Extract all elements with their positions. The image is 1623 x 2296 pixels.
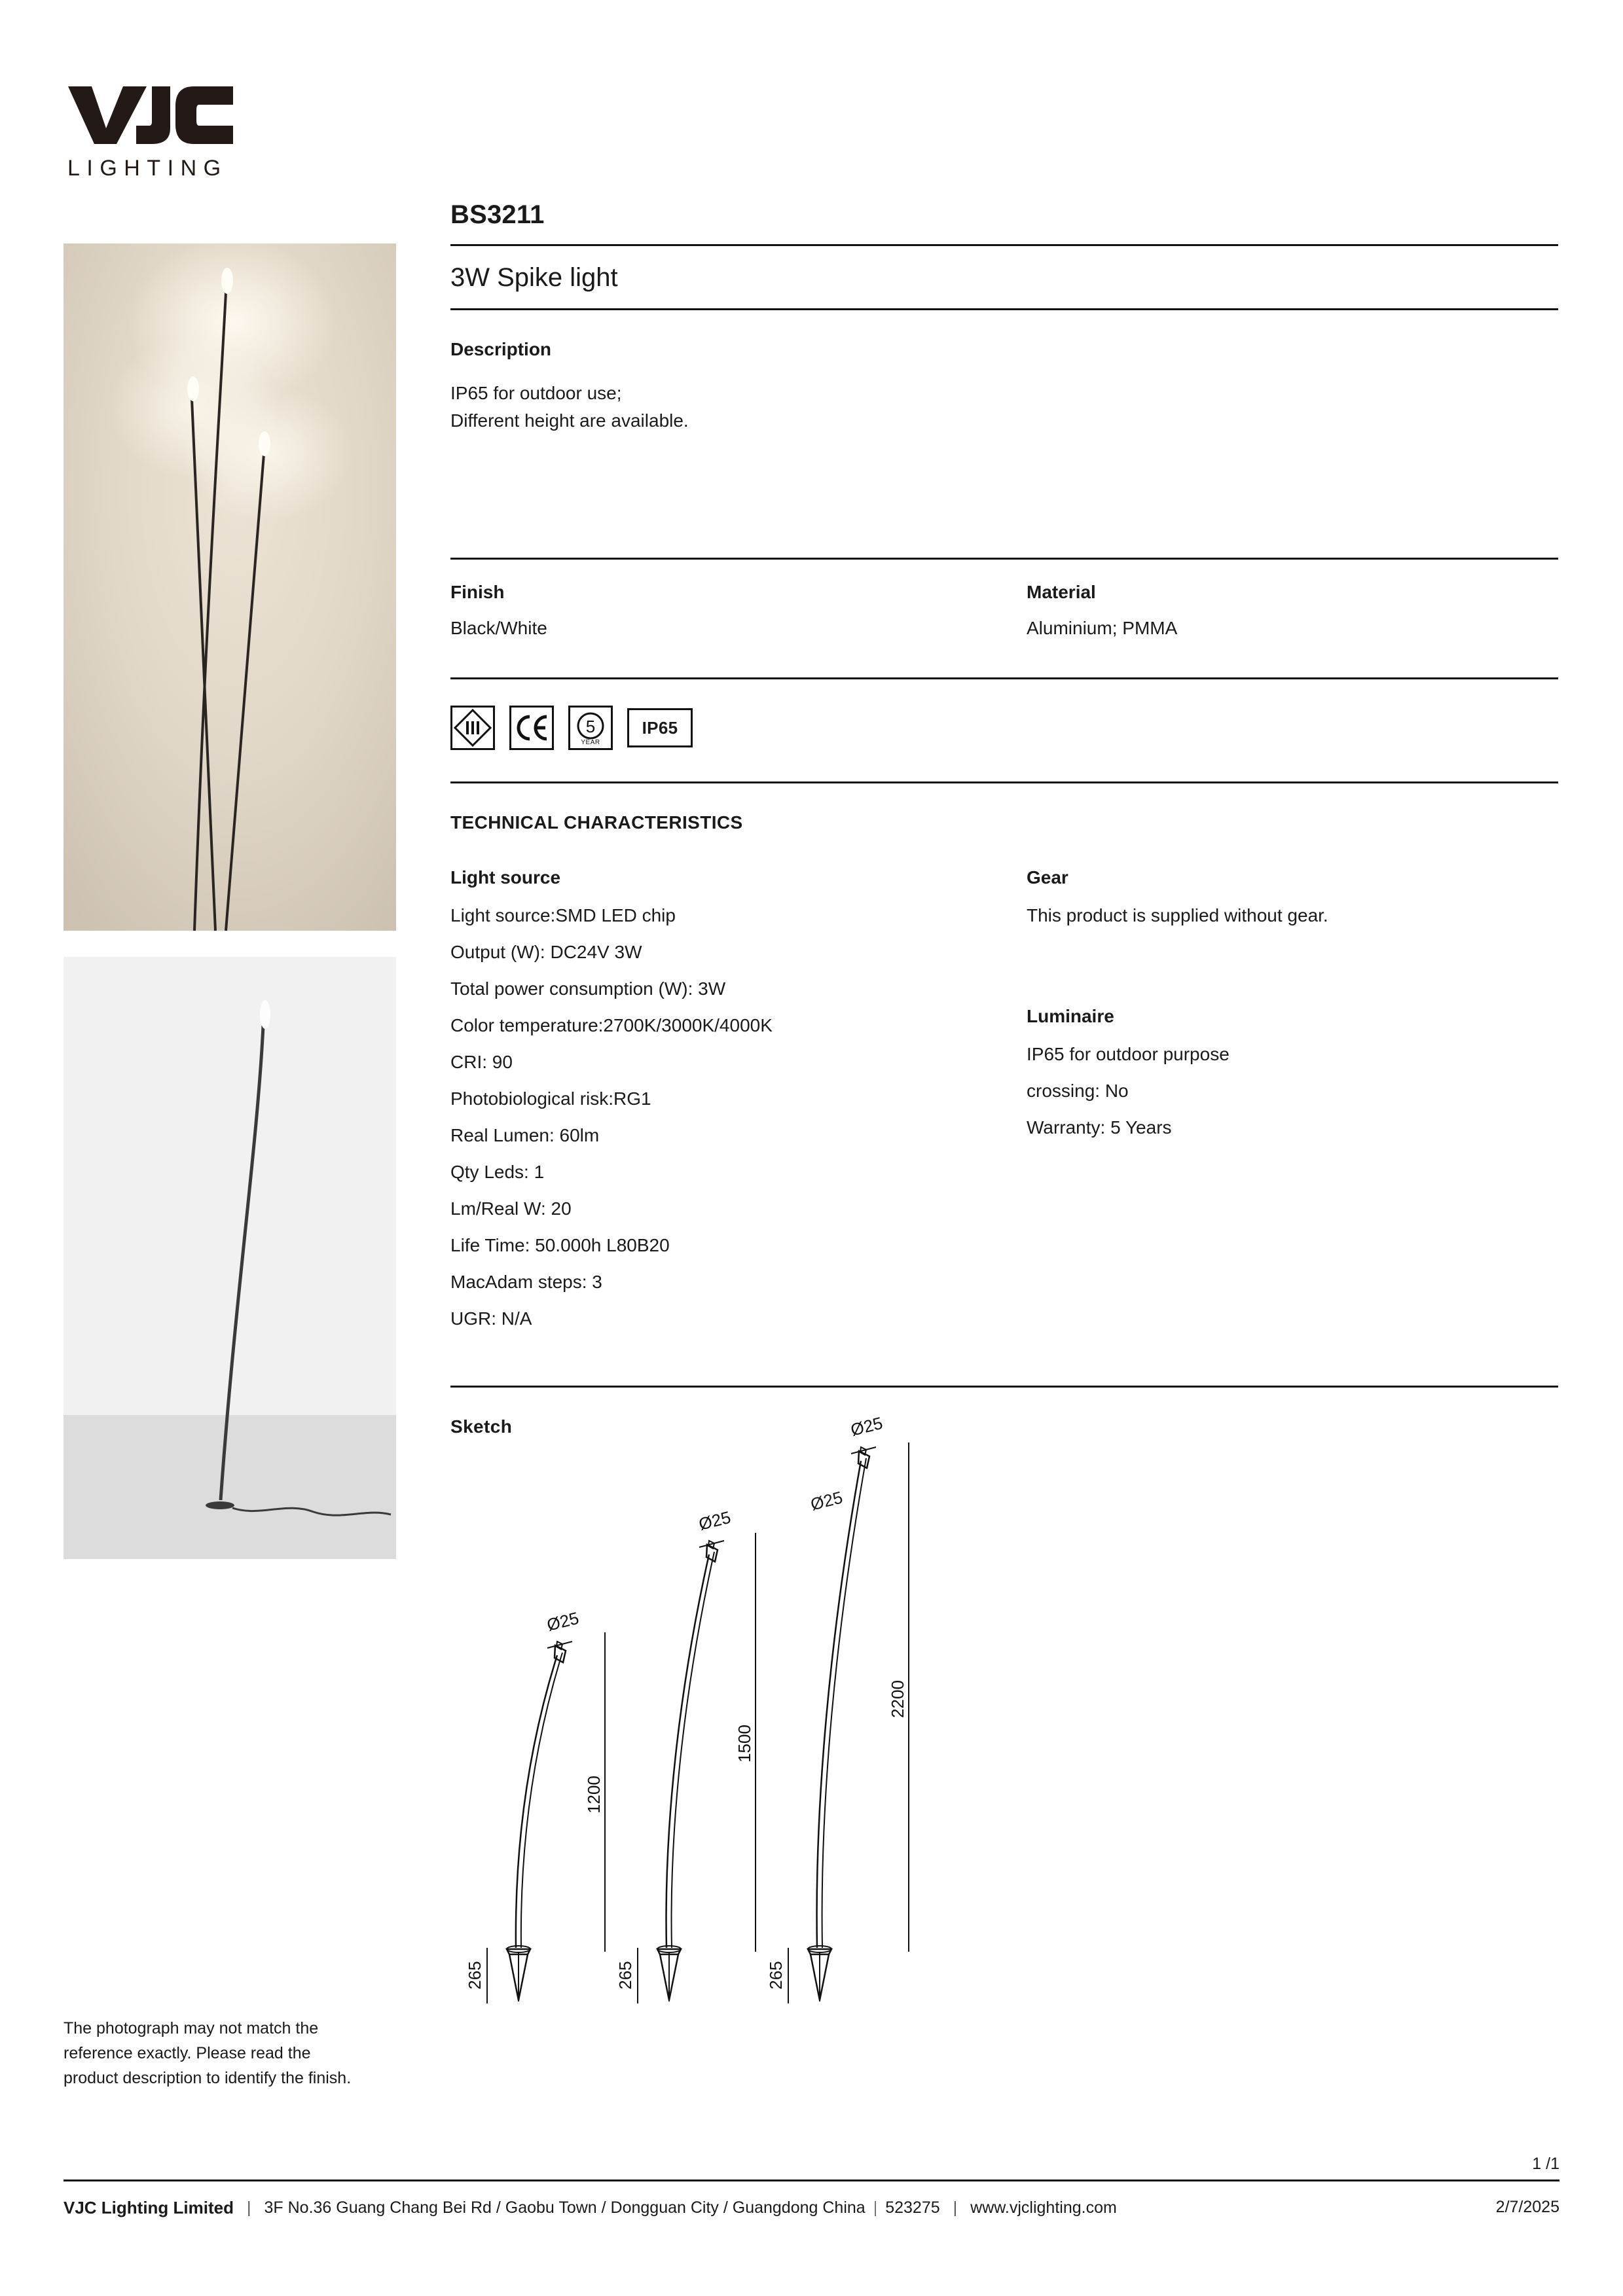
sketch-diameter-label-top: Ø25: [808, 1487, 845, 1515]
sketch-variant-1500: [638, 1533, 756, 2003]
svg-text:Ø25: Ø25: [697, 1507, 733, 1534]
spec-item: Qty Leds: 1: [450, 1162, 545, 1182]
product-code: BS3211: [450, 200, 545, 229]
spec-item: Total power consumption (W): 3W: [450, 978, 726, 999]
disclaimer-line-1: The photograph may not match the: [64, 2019, 319, 2037]
footer-company: VJC Lighting Limited: [64, 2198, 234, 2217]
footer-postcode: 523275: [885, 2198, 940, 2217]
luminaire-item: IP65 for outdoor purpose: [1027, 1044, 1230, 1064]
sketch-variant-2200: [788, 1443, 909, 2003]
svg-text:265: 265: [766, 1961, 786, 1990]
ip65-badge: [627, 708, 693, 747]
spec-item: Life Time: 50.000h L80B20: [450, 1235, 670, 1255]
disclaimer-line-2: reference exactly. Please read the: [64, 2044, 311, 2062]
svg-text:265: 265: [465, 1961, 484, 1990]
logo-wordmark: LIGHTING: [67, 156, 228, 181]
spec-item: Output (W): DC24V 3W: [450, 942, 642, 962]
spec-item: Photobiological risk:RG1: [450, 1088, 651, 1109]
product-photo-secondary: [64, 957, 396, 1559]
spec-item: CRI: 90: [450, 1052, 513, 1072]
footer-address: 3F No.36 Guang Chang Bei Rd / Gaobu Town / Dongguan City / Guangdong China: [264, 2198, 866, 2217]
gear-heading: Gear: [1027, 867, 1068, 888]
luminaire-item: Warranty: 5 Years: [1027, 1117, 1172, 1138]
spec-item: UGR: N/A: [450, 1308, 532, 1329]
svg-text:2200: 2200: [888, 1680, 907, 1718]
product-name: 3W Spike light: [450, 263, 618, 292]
footer-separator-1: |: [247, 2198, 251, 2217]
svg-text:5: 5: [585, 717, 596, 736]
description-line-1: IP65 for outdoor use;: [450, 383, 622, 403]
gear-luminaire-block: [1027, 867, 1558, 1337]
spec-item: Lm/Real W: 20: [450, 1198, 572, 1219]
sketch-heading: Sketch: [450, 1416, 513, 1437]
light-source-block: [450, 867, 1027, 1337]
main-content: [450, 0, 1558, 2026]
light-source-heading: Light source: [450, 867, 561, 888]
class-iii-badge: [450, 706, 495, 750]
material-heading: Material: [1027, 582, 1096, 602]
warranty-5-year-badge: [568, 706, 613, 750]
footer-separator-2: |: [873, 2198, 878, 2217]
material-value: Aluminium; PMMA: [1027, 618, 1178, 638]
finish-material-row: [450, 582, 1558, 642]
finish-block: [450, 582, 1027, 642]
footer-website[interactable]: www.vjclighting.com: [970, 2198, 1117, 2217]
finish-heading: Finish: [450, 582, 505, 602]
svg-text:1500: 1500: [735, 1725, 754, 1763]
photo-disclaimer: [64, 2016, 371, 2090]
technical-columns: [450, 867, 1558, 1337]
description-heading: Description: [450, 339, 552, 359]
ce-badge: [509, 706, 554, 750]
footer-divider: [64, 2179, 1559, 2181]
spec-item: Light source:SMD LED chip: [450, 905, 676, 925]
footer-bar: [64, 2198, 1559, 2218]
footer-separator-3: |: [953, 2198, 958, 2217]
finish-value: Black/White: [450, 618, 547, 638]
vjc-logo-icon: [65, 84, 234, 147]
sketch-variant-1200: [487, 1632, 605, 2003]
footer-date: 2/7/2025: [1495, 2198, 1559, 2216]
page-number: 1 /1: [1532, 2155, 1559, 2173]
spec-item: Real Lumen: 60lm: [450, 1125, 600, 1145]
disclaimer-line-3: product description to identify the finish.: [64, 2069, 352, 2087]
gear-item: This product is supplied without gear.: [1027, 905, 1328, 925]
svg-text:Ø25: Ø25: [848, 1412, 885, 1440]
svg-text:Ø25: Ø25: [545, 1607, 581, 1635]
svg-text:YEAR: YEAR: [581, 739, 600, 746]
product-photo-primary: [64, 243, 396, 931]
luminaire-item: crossing: No: [1027, 1081, 1129, 1101]
svg-text:265: 265: [615, 1961, 635, 1990]
luminaire-heading: Luminaire: [1027, 1006, 1114, 1026]
spec-item: Color temperature:2700K/3000K/4000K: [450, 1015, 773, 1035]
description-line-2: Different height are available.: [450, 410, 689, 431]
svg-text:1200: 1200: [584, 1776, 604, 1814]
technical-heading: TECHNICAL CHARACTERISTICS: [450, 812, 743, 833]
ip65-badge-label: IP65: [642, 717, 678, 738]
material-block: [1027, 582, 1558, 642]
spec-item: MacAdam steps: 3: [450, 1272, 602, 1292]
certification-badges: [450, 706, 1558, 750]
brand-logo: [65, 84, 262, 181]
